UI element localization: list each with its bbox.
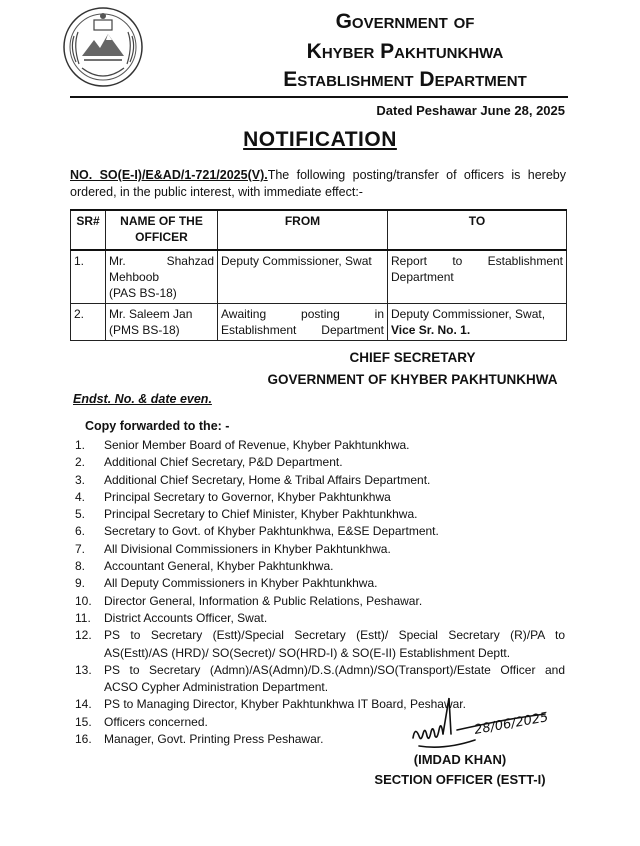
cell-to [388,250,567,304]
signature-date: 28/06/2025 [473,710,550,738]
table-row [71,250,567,304]
table-row [71,304,567,341]
to-text: Report to Establishment Department [391,254,563,284]
cell-to [388,304,567,341]
endorsement-line: Endst. No. & date even. [73,392,212,406]
list-item: 7. All Divisional Commissioners in Khyber Pakhtunkhwa. [75,541,391,556]
list-item: 8. Accountant General, Khyber Pakhtunkhwa. [75,559,334,574]
header-government: Government of [335,10,475,33]
col-header-from: FROM [218,210,388,250]
reference-number: NO. SO(E-I)/E&AD/1-721/2025(V). [70,168,268,182]
kp-government-emblem [62,6,144,88]
list-item: 16. Manager, Govt. Printing Press Peshawar. [75,732,324,747]
signatory-org: GOVERNMENT OF KHYBER PAKHTUNKHWA [267,372,558,387]
list-item: 5. Principal Secretary to Chief Minister, Khyber Pakhtunkhwa. [75,507,418,522]
officer-name: Mr. Saleem Jan [109,307,193,321]
cell-sr: 2. [71,304,106,341]
cell-sr: 1. [71,250,106,304]
from-text: Awaiting posting in Establishment Department [221,307,384,337]
to-text: Deputy Commissioner, Swat, [391,307,546,321]
list-item: 2. Additional Chief Secretary, P&D Department. [75,455,343,470]
list-item: 12. PS to Secretary (Estt)/Special Secretary (Estt)/ Special Secretary (R)/PA to AS(Estt)/AS (HRD)/ SO(Secret)/ SO(HRD-I) & SO(E-II) Establishment Deptt. [75,628,565,660]
col-header-sr: SR# [71,210,106,250]
posting-table [70,209,567,341]
list-item: 14. PS to Managing Director, Khyber Pakhtunkhwa IT Board, Peshawar. [75,697,466,712]
table-header-row [71,210,567,250]
header-divider [70,96,568,98]
list-item: 1. Senior Member Board of Revenue, Khyber Pakhtunkhwa. [75,438,410,452]
list-item: 11. District Accounts Officer, Swat. [75,610,268,625]
cell-from [218,304,388,341]
section-officer-title: SECTION OFFICER (ESTT-I) [374,772,546,787]
list-item: 4. Principal Secretary to Governor, Khyber Pakhtunkhwa [75,489,391,504]
notification-title: NOTIFICATION [243,128,397,151]
list-item: 10. Director General, Information & Public Relations, Peshawar. [75,593,423,608]
handwritten-signature [405,690,555,760]
reference-text: The following posting/transfer of officers is hereby ordered, in the public interest, with immediate effect:- [70,168,566,199]
to-note: Vice Sr. No. 1. [391,323,471,337]
list-item: 15. Officers concerned. [75,714,208,729]
header-department: Establishment Department [283,68,527,91]
section-officer-name: (IMDAD KHAN) [413,752,507,767]
reference-paragraph [70,167,566,201]
col-header-name: NAME OF THE OFFICER [106,210,218,250]
cell-name [106,250,218,304]
dated-line: Dated Peshawar June 28, 2025 [376,103,565,118]
col-header-to: TO [388,210,567,250]
signatory-title: CHIEF SECRETARY [349,350,476,365]
officer-grade: (PAS BS-18) [109,286,177,300]
cell-name [106,304,218,341]
cell-from: Deputy Commissioner, Swat [218,250,388,304]
list-item: 9. All Deputy Commissioners in Khyber Pakhtunkhwa. [75,576,378,591]
header-province: Khyber Pakhtunkhwa [306,40,504,63]
list-item: 3. Additional Chief Secretary, Home & Tribal Affairs Department. [75,472,431,487]
officer-grade: (PMS BS-18) [109,323,180,337]
officer-name: Mr. Shahzad Mehboob [109,254,214,284]
copy-forwarded-heading: Copy forwarded to the: - [85,419,230,433]
list-item: 6. Secretary to Govt. of Khyber Pakhtunkhwa, E&SE Department. [75,524,439,539]
list-item: 13. PS to Secretary (Admn)/AS(Admn)/D.S.(Admn)/SO(Transport)/Estate Officer and ACSO Cypher Administration Department. [75,662,565,695]
